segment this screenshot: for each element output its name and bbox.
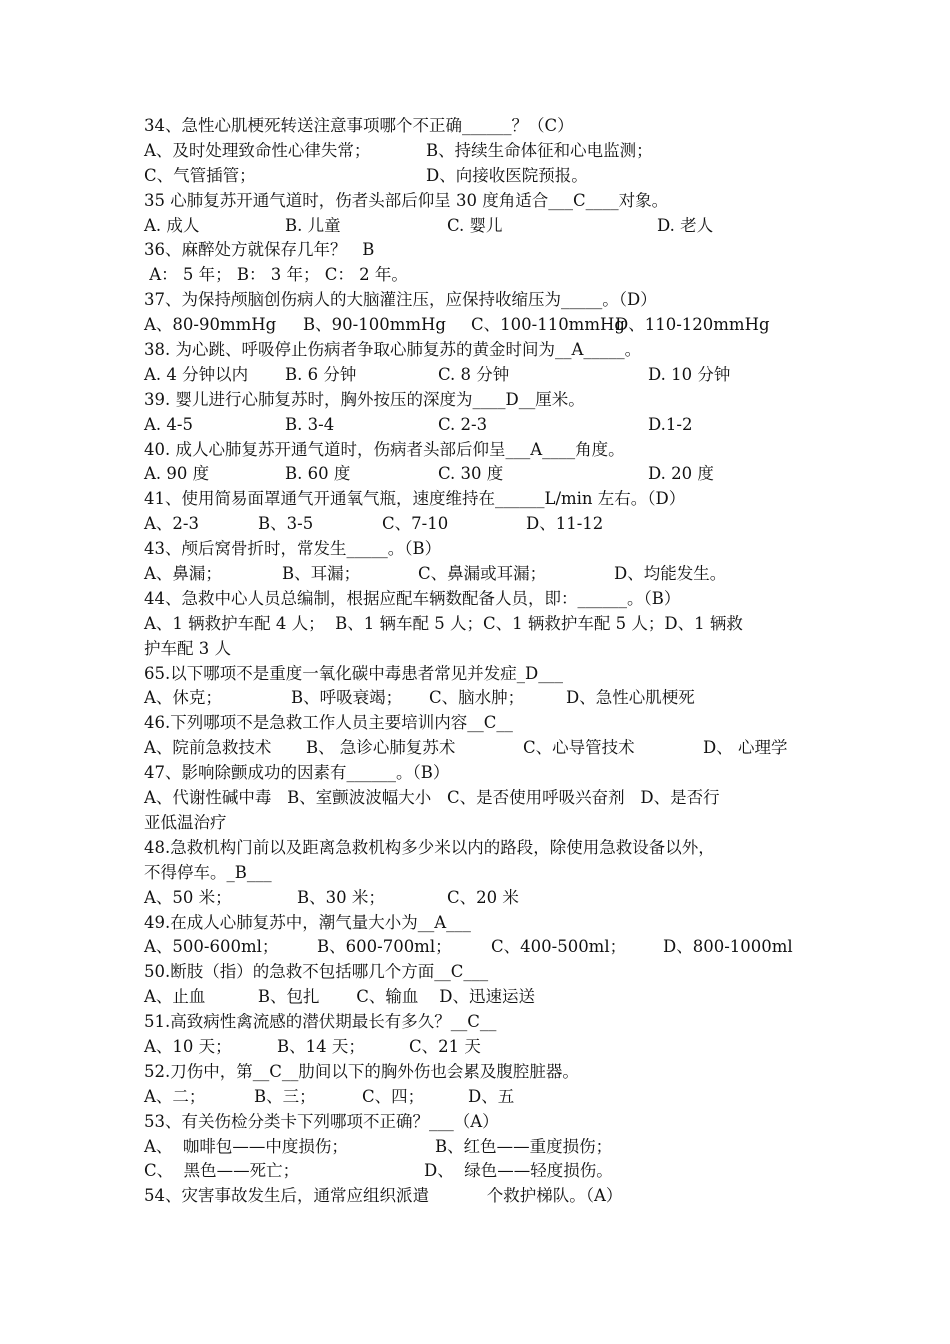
option-text: C. 30 度 (438, 464, 504, 484)
option-text: D.1-2 (648, 414, 693, 434)
options-line (144, 935, 824, 960)
options-line (144, 686, 824, 711)
options-line (144, 164, 824, 189)
option-text: A、及时处理致命性心律失常； (144, 140, 371, 160)
text-line: 53、有关伤检分类卡下列哪项不正确？___（A） (144, 1111, 499, 1131)
options-line (144, 562, 824, 587)
options-line (144, 413, 824, 438)
text-line: 44、急救中心人员总编制，根据应配车辆数配备人员，即：______。（B） (144, 588, 681, 608)
option-text: C、7-10 (382, 514, 449, 534)
option-text: D、110-120mmHg (615, 315, 770, 335)
text-line: 50.断肢（指）的急救不包括哪几个方面__C___ (144, 962, 489, 982)
text-line: 65.以下哪项不是重度一氧化碳中毒患者常见并发症_D___ (144, 663, 563, 683)
text-line: A、1 辆救护车配 4 人； B、1 辆车配 5 人；C、1 辆救护车配 5 人；D、1 辆救 (144, 613, 743, 633)
option-text: D、五 (468, 1086, 515, 1106)
option-text: A、鼻漏； (144, 564, 222, 584)
text-line: 41、使用简易面罩通气开通氧气瓶，速度维持在______L/min 左右。（D） (144, 489, 686, 509)
text-line: 47、影响除颤成功的因素有______。（B） (144, 763, 450, 783)
option-text: B. 儿童 (285, 215, 341, 235)
option-text: D、 绿色——轻度损伤。 (424, 1161, 613, 1181)
text-line: 43、颅后窝骨折时，常发生_____。（B） (144, 539, 442, 559)
text-line: 36、麻醉处方就保存几年？ B (144, 240, 375, 260)
options-line (144, 886, 824, 911)
option-text: D、 心理学 (703, 738, 788, 758)
text-line: A、代谢性碱中毒 B、室颤波波幅大小 C、是否使用呼吸兴奋剂 D、是否行 (144, 788, 720, 808)
option-text: B、14 天； (277, 1036, 365, 1056)
option-text: D. 20 度 (648, 464, 714, 484)
option-text: A、 咖啡包——中度损伤； (144, 1136, 348, 1156)
option-text: C、四； (362, 1086, 425, 1106)
option-text: A、2-3 (144, 514, 199, 534)
text-line: 54、灾害事故发生后，通常应组织派遣 个救护梯队。（A） (144, 1186, 623, 1206)
text-line: 39. 婴儿进行心肺复苏时，胸外按压的深度为____D__厘米。 (144, 389, 585, 409)
options-line (144, 1085, 824, 1110)
option-text: A. 4 分钟以内 (144, 364, 249, 384)
option-text: B、90-100mmHg (303, 315, 446, 335)
option-text: A、院前急救技术 (144, 738, 272, 758)
option-text: C. 8 分钟 (438, 364, 510, 384)
option-text: D. 10 分钟 (648, 364, 731, 384)
option-text: C. 婴儿 (447, 215, 503, 235)
text-line: 52.刀伤中，第__C__肋间以下的胸外伤也会累及腹腔脏器。 (144, 1061, 579, 1081)
option-text: B. 3-4 (285, 414, 335, 434)
options-line (144, 214, 824, 239)
option-text: A. 90 度 (144, 464, 210, 484)
option-text: D. 老人 (657, 215, 714, 235)
options-line (144, 1159, 824, 1184)
option-text: C、鼻漏或耳漏； (418, 564, 547, 584)
option-text: A、50 米； (144, 887, 232, 907)
question-list (144, 114, 824, 1209)
option-text: C、心导管技术 (523, 738, 635, 758)
options-line (144, 139, 824, 164)
option-text: A、10 天； (144, 1036, 232, 1056)
text-line: 48.急救机构门前以及距离急救机构多少米以内的路段，除使用急救设备以外， (144, 837, 715, 857)
text-line: A、止血 B、包扎 C、输血 D、迅速运送 (144, 987, 536, 1007)
option-text: B、耳漏； (282, 564, 361, 584)
option-text: C、气管插管； (144, 165, 256, 185)
option-text: B、 急诊心肺复苏术 (306, 738, 456, 758)
option-text: C、20 米 (447, 887, 519, 907)
option-text: B. 60 度 (285, 464, 351, 484)
option-text: A、500-600ml； (144, 937, 279, 957)
options-line (144, 363, 824, 388)
option-text: A. 4-5 (144, 414, 193, 434)
option-text: D、均能发生。 (614, 564, 727, 584)
option-text: B、呼吸衰竭； (291, 688, 403, 708)
option-text: B、红色——重度损伤； (435, 1136, 613, 1156)
text-line: 38. 为心跳、呼吸停止伤病者争取心肺复苏的黄金时间为__A_____。 (144, 340, 642, 360)
option-text: C、脑水肿； (429, 688, 525, 708)
option-text: A. 成人 (144, 215, 200, 235)
text-line: 46.下列哪项不是急救工作人员主要培训内容__C__ (144, 713, 513, 733)
text-line: 51.高致病性禽流感的潜伏期最长有多久？__C__ (144, 1012, 497, 1032)
text-line: 不得停车。_B___ (144, 862, 272, 882)
option-text: C、100-110mmHg (471, 315, 625, 335)
option-text: B、三； (254, 1086, 316, 1106)
option-text: B、持续生命体征和心电监测； (426, 140, 653, 160)
options-line (144, 1035, 824, 1060)
option-text: C、 黑色——死亡； (144, 1161, 300, 1181)
options-line (144, 736, 824, 761)
options-line (144, 462, 824, 487)
option-text: A、80-90mmHg (144, 315, 277, 335)
option-text: D、向接收医院预报。 (426, 165, 588, 185)
text-line: 49.在成人心肺复苏中，潮气量大小为__A___ (144, 912, 471, 932)
option-text: D、800-1000ml (663, 937, 793, 957)
option-text: C、400-500ml； (491, 937, 627, 957)
options-line (144, 512, 824, 537)
option-text: C. 2-3 (438, 414, 488, 434)
option-text: B、30 米； (297, 887, 385, 907)
text-line: 护车配 3 人 (144, 638, 231, 658)
options-line (144, 313, 824, 338)
text-line: 40. 成人心肺复苏开通气道时，伤病者头部后仰呈___A____角度。 (144, 439, 625, 459)
option-text: A、二； (144, 1086, 206, 1106)
text-line: 35 心肺复苏开通气道时，伤者头部后仰呈 30 度角适合___C____对象。 (144, 190, 669, 210)
option-text: B、3-5 (258, 514, 314, 534)
option-text: B. 6 分钟 (285, 364, 357, 384)
options-line (144, 1135, 824, 1160)
option-text: A、休克； (144, 688, 222, 708)
text-line: A： 5 年； B： 3 年； C： 2 年。 (144, 265, 408, 285)
option-text: D、急性心肌梗死 (566, 688, 695, 708)
option-text: B、600-700ml； (317, 937, 452, 957)
text-line: 34、急性心肌梗死转送注意事项哪个不正确______？（C） (144, 116, 574, 135)
text-line: 亚低温治疗 (144, 812, 227, 832)
text-line: 37、为保持颅脑创伤病人的大脑灌注压，应保持收缩压为_____。（D） (144, 290, 657, 310)
option-text: D、11-12 (526, 514, 604, 534)
option-text: C、21 天 (409, 1036, 481, 1056)
